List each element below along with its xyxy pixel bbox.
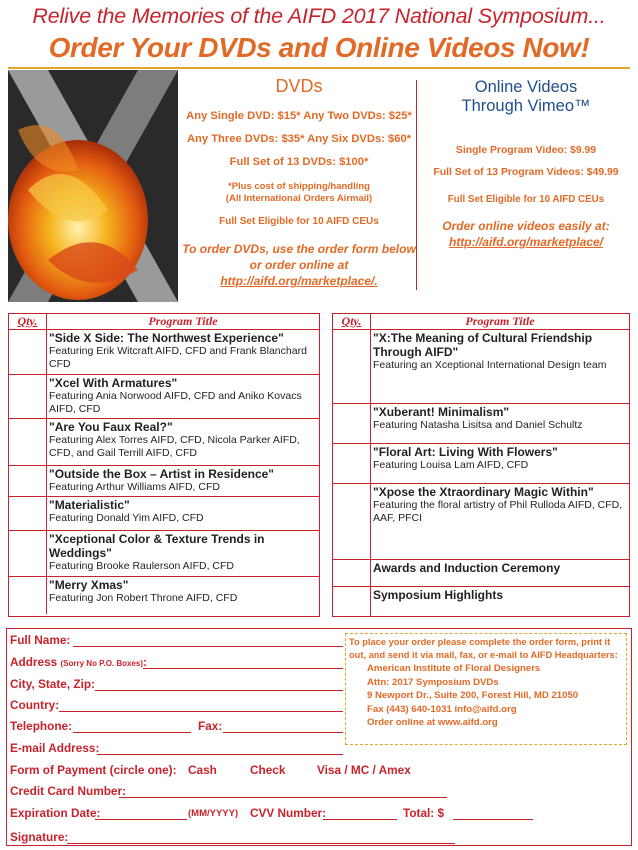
online-order-link[interactable]: http://aifd.org/marketplace/ <box>448 235 604 249</box>
program-title: "X:The Meaning of Cultural Friendship Through AIFD" <box>373 331 593 359</box>
mailing-address: 9 Newport Dr., Suite 200, Forest Hill, MD 21050 <box>367 690 579 702</box>
org-name: American Institute of Floral Designers <box>367 663 541 674</box>
flower-x-photo <box>8 70 178 302</box>
table-header <box>333 314 629 330</box>
program-desc: Featuring Jon Robert Throne AIFD, CFD <box>49 592 238 604</box>
online-video-pricing <box>420 78 632 250</box>
program-desc: Featuring Ania Norwood AIFD, CFD and Aniko Kovacs AIFD, CFD <box>49 390 302 415</box>
program-row <box>9 577 319 614</box>
signature-field[interactable] <box>67 843 455 844</box>
program-row <box>333 484 629 560</box>
program-table-left <box>8 313 320 617</box>
program-desc: Featuring Alex Torres AIFD, CFD, Nicola Parker AIFD, CFD, and Gail Terrill AIFD, CFD <box>49 434 300 459</box>
cvv-label: CVV Number: <box>250 806 327 820</box>
program-title: "Xcel With Armatures" <box>49 376 178 390</box>
program-row <box>333 330 629 404</box>
dvd-pricing <box>182 76 416 289</box>
program-row <box>9 330 319 375</box>
dvd-price-line: Any Three DVDs: $35* Any Six DVDs: $60* <box>186 133 412 145</box>
order-instructions-box <box>345 633 627 745</box>
qty-cell[interactable] <box>9 419 47 465</box>
program-row <box>333 404 629 444</box>
expiration-label: Expiration Date: <box>10 806 101 820</box>
qty-cell[interactable] <box>9 375 47 418</box>
online-subtitle: Through Vimeo™ <box>461 97 591 115</box>
dvd-order-link[interactable]: http://aifd.org/marketplace/. <box>220 274 378 288</box>
program-title-header: Program Title <box>148 314 218 328</box>
qty-header: Qty. <box>333 314 371 329</box>
qty-cell[interactable] <box>9 497 47 530</box>
program-desc: Featuring the floral artistry of Phil Rulloda AIFD, CFD, AAF, PFCI <box>373 499 623 524</box>
program-title: Awards and Induction Ceremony <box>373 561 561 575</box>
qty-cell[interactable] <box>333 484 371 559</box>
order-instructions: To place your order please complete the order form, print it out, and send it via mail, fax, or e-mail to AIFD Headquarters: <box>349 637 618 660</box>
city-state-zip-field[interactable] <box>95 690 343 691</box>
order-form <box>6 628 632 846</box>
qty-cell[interactable] <box>9 466 47 496</box>
qty-cell[interactable] <box>333 330 371 403</box>
signature-label: Signature: <box>10 830 69 844</box>
full-name-field[interactable] <box>73 646 343 647</box>
dvd-order-text: To order DVDs, use the order form below or order online at http://aifd.org/marketplace/. <box>182 242 416 288</box>
program-desc: Featuring Natasha Lisitsa and Daniel Schultz <box>373 419 583 431</box>
program-title: "Outside the Box – Artist in Residence" <box>49 467 274 481</box>
expiration-field[interactable] <box>95 819 187 820</box>
address-note: (Sorry No P.O. Boxes) <box>60 659 144 668</box>
program-row <box>9 375 319 419</box>
qty-cell[interactable] <box>9 330 47 374</box>
email-field[interactable] <box>97 754 343 755</box>
header-title: Order Your DVDs and Online Videos Now! <box>48 32 590 63</box>
program-row <box>333 444 629 484</box>
total-label: Total: $ <box>403 806 445 820</box>
online-order-text: Order online videos easily at: <box>442 219 610 233</box>
program-row <box>9 497 319 531</box>
card-number-label: Credit Card Number: <box>10 784 127 798</box>
payment-cash-option[interactable]: Cash <box>188 763 217 777</box>
header-divider <box>8 67 630 69</box>
cvv-field[interactable] <box>323 819 397 820</box>
program-title: "Merry Xmas" <box>49 578 129 592</box>
program-title: "Xceptional Color & Texture Trends in Weddings" <box>49 532 265 560</box>
dvd-price-line: Any Single DVD: $15* Any Two DVDs: $25* <box>186 110 412 122</box>
telephone-label: Telephone: <box>10 719 73 733</box>
program-row <box>333 560 629 587</box>
address-field[interactable] <box>143 668 343 669</box>
address-label: Address (Sorry No P.O. Boxes): <box>10 655 147 669</box>
dvd-title: DVDs <box>275 76 323 96</box>
program-desc: Featuring Donald Yim AIFD, CFD <box>49 512 204 524</box>
fax-field[interactable] <box>223 732 343 733</box>
dvd-shipping-note: *Plus cost of shipping/handling <box>228 181 370 192</box>
fax-label: Fax: <box>198 719 223 733</box>
program-title: "Xpose the Xtraordinary Magic Within" <box>373 485 594 499</box>
online-single-price: Single Program Video: $9.99 <box>455 145 597 156</box>
qty-cell[interactable] <box>333 404 371 443</box>
program-row <box>9 466 319 497</box>
qty-header: Qty. <box>9 314 47 329</box>
order-attn: Attn: 2017 Symposium DVDs <box>367 676 499 688</box>
program-row <box>9 419 319 466</box>
order-online-link[interactable]: Order online at www.aifd.org <box>367 717 498 729</box>
program-desc: Featuring Arthur Williams AIFD, CFD <box>49 481 220 493</box>
full-name-label: Full Name: <box>10 633 71 647</box>
program-title: "Side X Side: The Northwest Experience" <box>49 331 284 345</box>
program-desc: Featuring an Xceptional International Design team <box>373 359 607 371</box>
program-title: "Are You Faux Real?" <box>49 420 173 434</box>
program-row <box>333 587 629 616</box>
total-field[interactable] <box>453 819 533 820</box>
table-header <box>9 314 319 330</box>
program-title: "Xuberant! Minimalism" <box>373 405 510 419</box>
program-title: "Floral Art: Living With Flowers" <box>373 445 558 459</box>
qty-cell[interactable] <box>9 577 47 614</box>
payment-check-option[interactable]: Check <box>250 763 286 777</box>
dvd-airmail-note: (All International Orders Airmail) <box>225 193 373 204</box>
dvd-price-full: Full Set of 13 DVDs: $100* <box>229 156 369 168</box>
email-label: E-mail Address: <box>10 741 100 755</box>
program-title: "Materialistic" <box>49 498 130 512</box>
country-label: Country: <box>10 698 60 712</box>
header-tagline: Relive the Memories of the AIFD 2017 National Symposium... <box>32 4 606 28</box>
program-desc: Featuring Erik Witcraft AIFD, CFD and Frank Blanchard CFD <box>49 345 307 370</box>
qty-cell[interactable] <box>333 587 371 616</box>
program-table-right <box>332 313 630 617</box>
telephone-field[interactable] <box>73 732 191 733</box>
program-desc: Featuring Louisa Lam AIFD, CFD <box>373 459 529 471</box>
online-ceu-note: Full Set Eligible for 10 AIFD CEUs <box>447 194 605 205</box>
program-row <box>9 531 319 577</box>
country-field[interactable] <box>59 711 343 712</box>
program-title-header: Program Title <box>465 314 535 328</box>
fax-email: Fax (443) 640-1031 info@aifd.org <box>367 703 517 715</box>
dvd-ceu-note: Full Set Eligible for 10 AIFD CEUs <box>219 216 379 227</box>
payment-label: Form of Payment (circle one): <box>10 763 177 777</box>
card-number-field[interactable] <box>119 797 447 798</box>
qty-cell[interactable] <box>9 531 47 576</box>
column-divider <box>416 80 417 290</box>
expiration-format: (MM/YYYY) <box>188 808 239 819</box>
online-full-price: Full Set of 13 Program Videos: $49.99 <box>433 167 619 178</box>
payment-card-options[interactable]: Visa / MC / Amex <box>317 763 411 777</box>
qty-cell[interactable] <box>333 444 371 483</box>
program-desc: Featuring Brooke Raulerson AIFD, CFD <box>49 560 234 572</box>
program-title: Symposium Highlights <box>373 588 504 602</box>
city-state-zip-label: City, State, Zip: <box>10 677 95 691</box>
online-title: Online Videos <box>474 78 578 96</box>
qty-cell[interactable] <box>333 560 371 586</box>
